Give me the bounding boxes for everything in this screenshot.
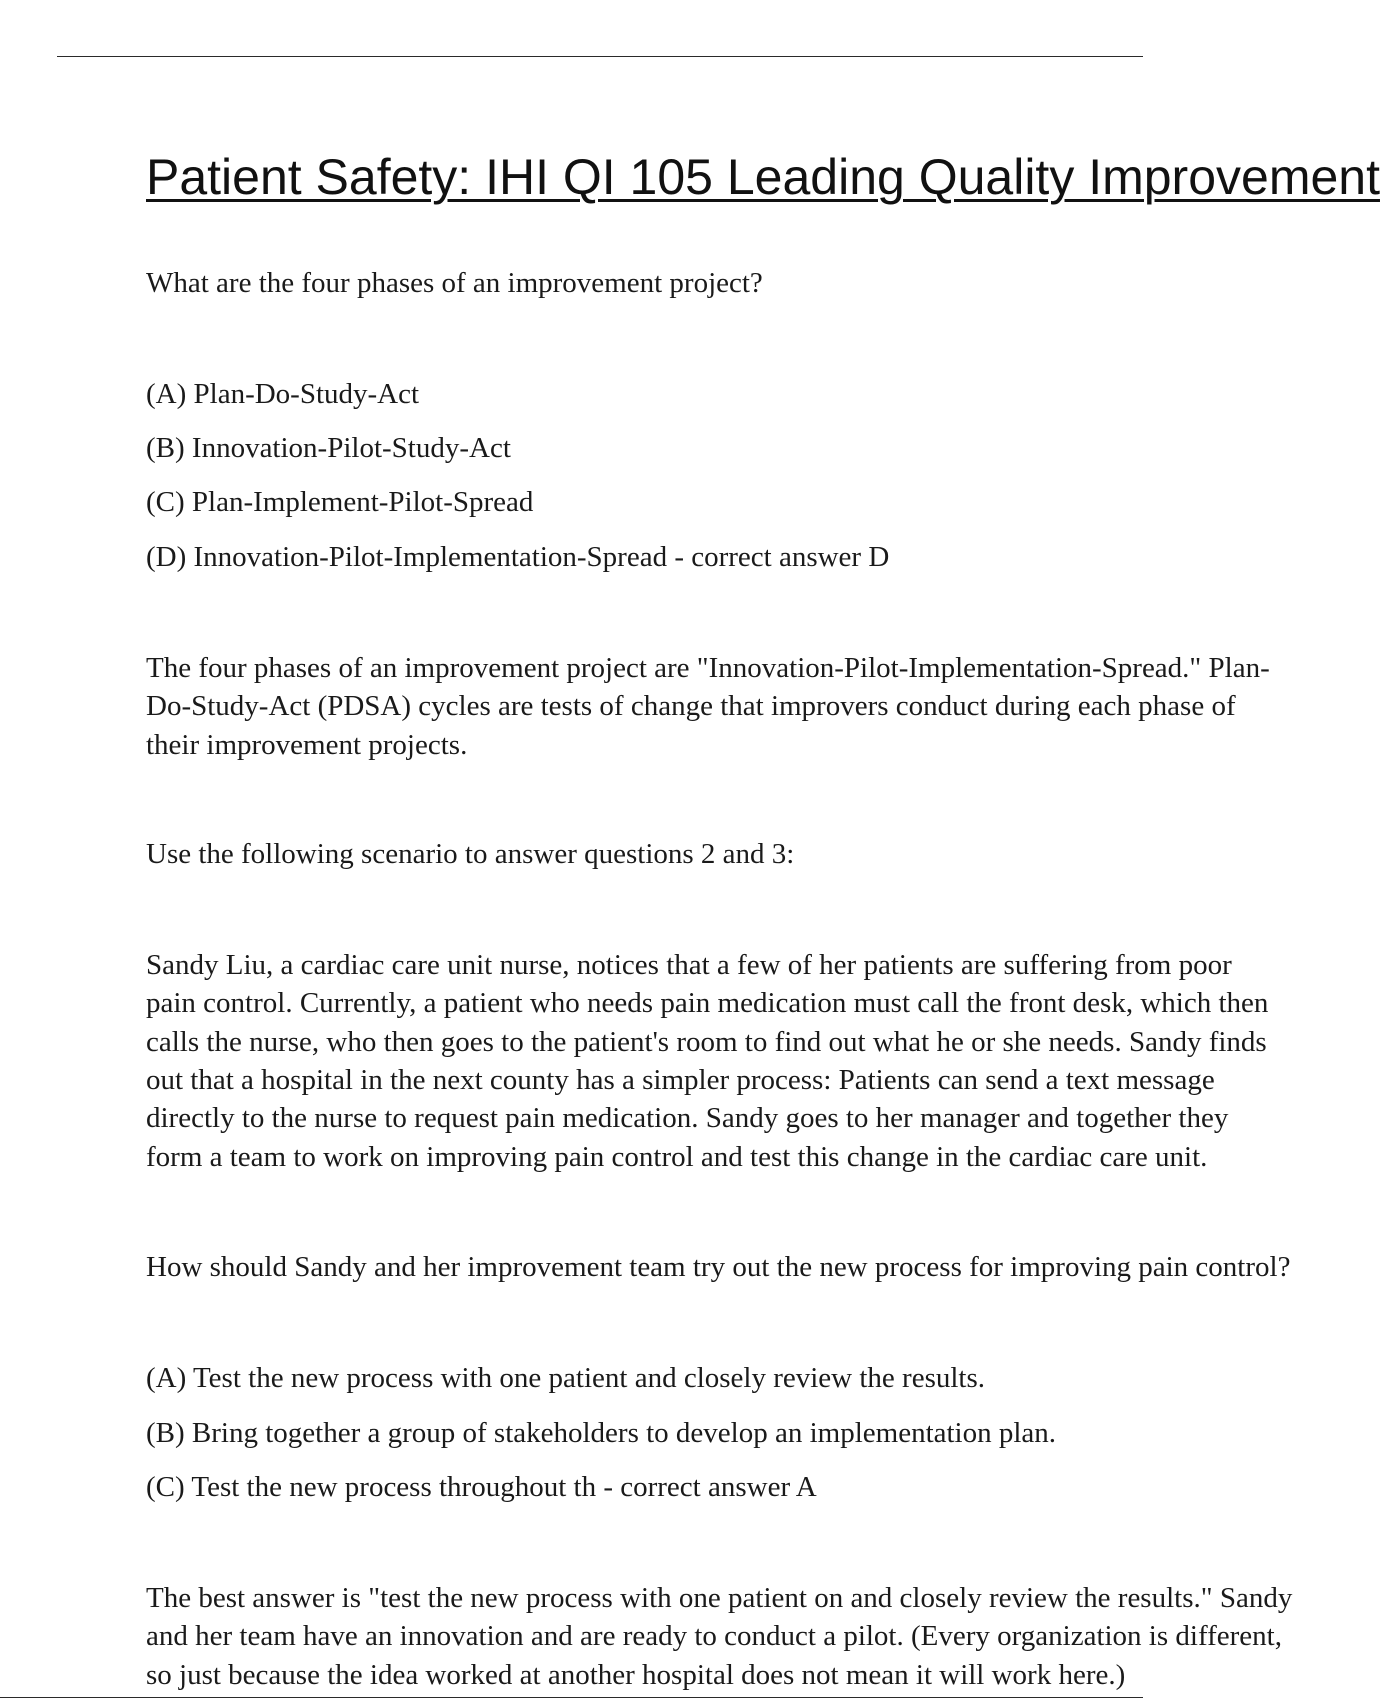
question-1-option-a: (A) Plan-Do-Study-Act — [146, 378, 420, 410]
scenario-line: form a team to work on improving pain control and test this change in the cardiac care unit. — [146, 1141, 1208, 1173]
bottom-rule — [0, 1697, 1143, 1698]
question-2-explanation-line: and her team have an innovation and are ready to conduct a pilot. (Every organization is different, — [146, 1620, 1282, 1652]
scenario-line: out that a hospital in the next county has a simpler process: Patients can send a text message — [146, 1064, 1215, 1096]
question-1-explanation-line: Do-Study-Act (PDSA) cycles are tests of change that improvers conduct during each phase of — [146, 690, 1236, 722]
question-2-option-b: (B) Bring together a group of stakeholders to develop an implementation plan. — [146, 1417, 1057, 1449]
document-page — [146, 0, 1380, 1700]
document-title: Patient Safety: IHI QI 105 Leading Quality Improvement — [146, 149, 1380, 205]
scenario-line: pain control. Currently, a patient who needs pain medication must call the front desk, which then — [146, 987, 1269, 1019]
scenario-line: Sandy Liu, a cardiac care unit nurse, notices that a few of her patients are suffering from poor — [146, 949, 1232, 981]
question-2-option-c: (C) Test the new process throughout th - correct answer A — [146, 1471, 817, 1503]
question-2-explanation-line: so just because the idea worked at another hospital does not mean it will work here.) — [146, 1659, 1126, 1691]
question-1-option-b: (B) Innovation-Pilot-Study-Act — [146, 432, 511, 464]
scenario-intro: Use the following scenario to answer questions 2 and 3: — [146, 838, 795, 870]
question-1-explanation-line: The four phases of an improvement project are "Innovation-Pilot-Implementation-Spread." Plan- — [146, 652, 1270, 684]
scenario-line: calls the nurse, who then goes to the patient's room to find out what he or she needs. Sandy finds — [146, 1026, 1267, 1058]
question-1-explanation-line: their improvement projects. — [146, 729, 468, 761]
question-2-option-a: (A) Test the new process with one patient and closely review the results. — [146, 1362, 986, 1394]
question-2-prompt: How should Sandy and her improvement team try out the new process for improving pain control? — [146, 1251, 1291, 1283]
question-1-option-c: (C) Plan-Implement-Pilot-Spread — [146, 486, 534, 518]
scenario-line: directly to the nurse to request pain medication. Sandy goes to her manager and together they — [146, 1102, 1229, 1134]
question-2-explanation-line: The best answer is "test the new process with one patient on and closely review the results." Sandy — [146, 1582, 1293, 1614]
question-1-prompt: What are the four phases of an improvement project? — [146, 267, 763, 299]
question-1-option-d: (D) Innovation-Pilot-Implementation-Spread - correct answer D — [146, 541, 890, 573]
